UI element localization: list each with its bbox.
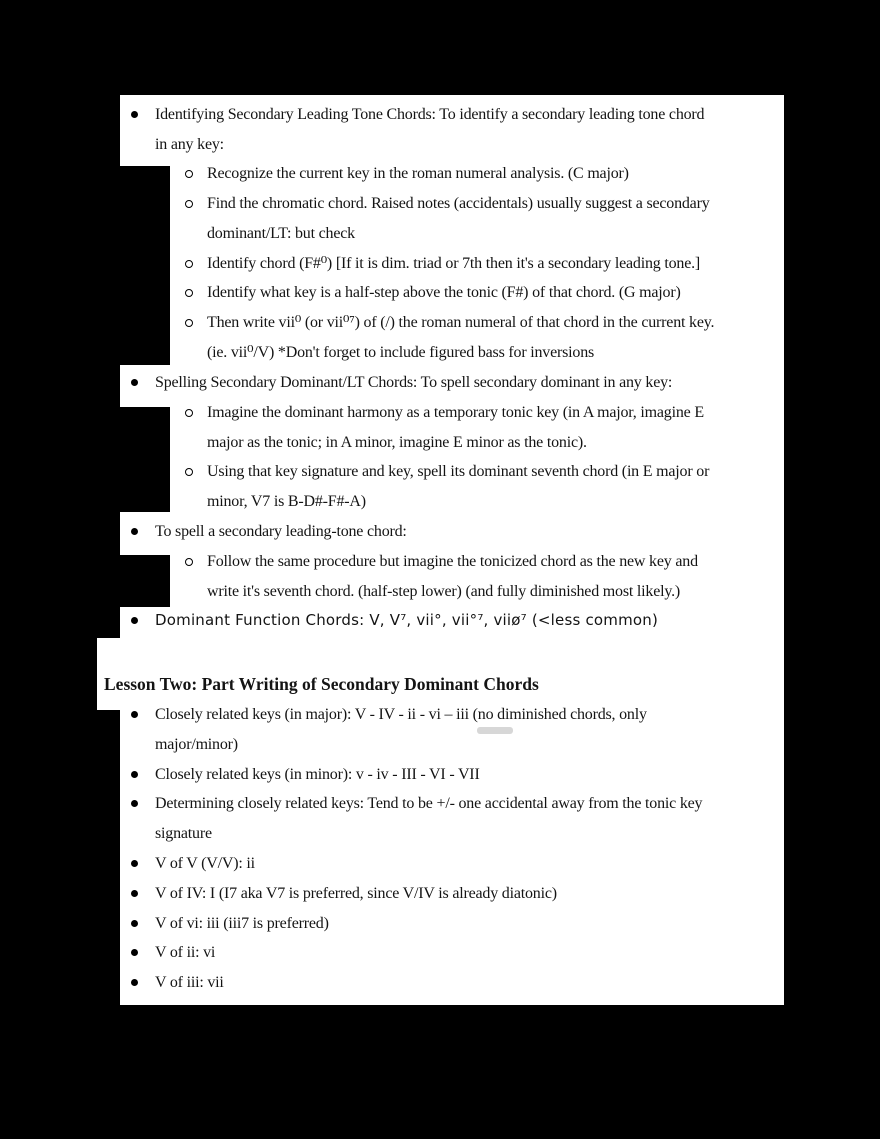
text-line: Dominant Function Chords: V, V⁷, vii°, vii°⁷, viiø⁷ (<less common): [155, 611, 659, 629]
list-item: [207, 159, 629, 189]
hollow-circle-icon: [185, 319, 193, 327]
list-item: [155, 909, 329, 939]
list-item: [207, 457, 709, 517]
list-item: [155, 100, 704, 160]
list-item: [155, 879, 557, 909]
text-line: V of V (V/V): ii: [155, 855, 255, 872]
text-line: Follow the same procedure but imagine the tonicized chord as the new key and: [207, 553, 698, 570]
text-line: Closely related keys (in major): V - IV - ii - vi – iii (no diminished chords, only: [155, 706, 647, 723]
bullet-dot-icon: [131, 979, 138, 986]
text-line: major/minor): [155, 735, 238, 753]
text-line: Find the chromatic chord. Raised notes (accidentals) usually suggest a secondary: [207, 195, 710, 212]
list-item: [155, 938, 215, 968]
text-line: signature: [155, 824, 212, 842]
list-item: [155, 760, 480, 790]
bullet-dot-icon: [131, 890, 138, 897]
list-item: [207, 278, 681, 308]
text-line: (ie. vii⁰/V) *Don't forget to include figured bass for inversions: [207, 343, 595, 361]
text-line: Identify chord (F#⁰) [If it is dim. triad or 7th then it's a secondary leading tone.]: [207, 255, 701, 272]
hollow-circle-icon: [185, 200, 193, 208]
bullet-dot-icon: [131, 711, 138, 718]
margin-mask: [120, 166, 170, 365]
bullet-dot-icon: [131, 111, 138, 118]
list-item: [207, 398, 704, 458]
text-line: Determining closely related keys: Tend to be +/- one accidental away from the tonic key: [155, 795, 703, 812]
hollow-circle-icon: [185, 170, 193, 178]
text-line: Spelling Secondary Dominant/LT Chords: To spell secondary dominant in any key:: [155, 374, 673, 391]
text-line: minor, V7 is B-D#-F#-A): [207, 492, 366, 510]
bullet-dot-icon: [131, 949, 138, 956]
margin-mask: [120, 407, 170, 512]
bullet-dot-icon: [131, 920, 138, 927]
hollow-circle-icon: [185, 468, 193, 476]
text-line: major as the tonic; in A minor, imagine E minor as the tonic).: [207, 433, 587, 451]
bullet-dot-icon: [131, 528, 138, 535]
list-item: [155, 849, 255, 879]
bullet-dot-icon: [131, 617, 138, 624]
bullet-dot-icon: [131, 800, 138, 807]
text-line: dominant/LT: but check: [207, 224, 355, 242]
text-line: Using that key signature and key, spell its dominant seventh chord (in E major or: [207, 463, 710, 480]
bullet-dot-icon: [131, 379, 138, 386]
text-line: Identify what key is a half-step above the tonic (F#) of that chord. (G major): [207, 284, 681, 301]
list-item: [207, 189, 710, 249]
list-item: [155, 517, 407, 547]
list-item: [155, 968, 224, 998]
text-line: Recognize the current key in the roman numeral analysis. (C major): [207, 165, 629, 182]
list-item: [207, 249, 700, 279]
hollow-circle-icon: [185, 558, 193, 566]
list-item: [155, 606, 658, 636]
text-line: Identifying Secondary Leading Tone Chords: To identify a secondary leading tone chord: [155, 106, 705, 123]
text-line: write it's seventh chord. (half-step lower) (and fully diminished most likely.): [207, 582, 681, 600]
text-line: V of IV: I (I7 aka V7 is preferred, since V/IV is already diatonic): [155, 885, 557, 902]
text-line: V of ii: vi: [155, 944, 216, 961]
hollow-circle-icon: [185, 260, 193, 268]
list-item: [207, 547, 698, 607]
text-line: Imagine the dominant harmony as a temporary tonic key (in A major, imagine E: [207, 404, 704, 421]
text-line: Then write vii⁰ (or vii⁰⁷) of (/) the roman numeral of that chord in the current key.: [207, 314, 715, 331]
bullet-dot-icon: [131, 771, 138, 778]
hollow-circle-icon: [185, 409, 193, 417]
list-item: [155, 789, 702, 849]
text-line: V of iii: vii: [155, 974, 224, 991]
list-item: [155, 368, 672, 398]
text-line: V of vi: iii (iii7 is preferred): [155, 915, 329, 932]
list-item: [207, 308, 714, 368]
margin-mask: [120, 555, 170, 607]
section-heading: [104, 670, 539, 700]
bullet-dot-icon: [131, 860, 138, 867]
list-item: [155, 700, 647, 760]
text-line: in any key:: [155, 135, 224, 153]
hollow-circle-icon: [185, 289, 193, 297]
text-line: To spell a secondary leading-tone chord:: [155, 523, 407, 540]
text-line: Closely related keys (in minor): v - iv - III - VI - VII: [155, 766, 480, 783]
heading-text: Lesson Two: Part Writing of Secondary Dominant Chords: [104, 674, 539, 694]
